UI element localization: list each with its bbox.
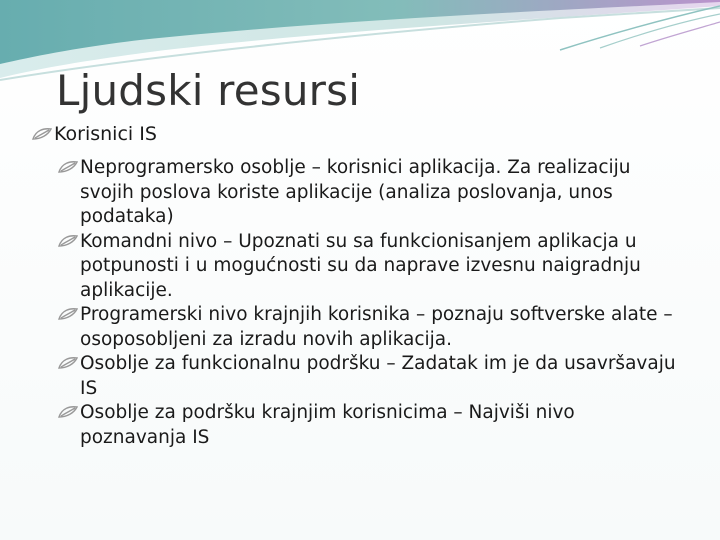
list-item xyxy=(58,230,682,304)
list-item xyxy=(58,352,682,401)
list-item xyxy=(58,303,682,352)
level1-label: Korisnici IS xyxy=(54,123,157,145)
leaf-bullet-icon xyxy=(58,356,80,370)
list-item-text: Programerski nivo krajnjih korisnika – poznaju softverske alate – osoposobljeni za izradu novih aplikacija. xyxy=(80,304,673,350)
list-item xyxy=(58,156,682,230)
list-item-text: Osoblje za podršku krajnjim korisnicima – Najviši nivo poznavanja IS xyxy=(80,402,575,448)
bullet-level1 xyxy=(32,122,682,147)
leaf-bullet-icon xyxy=(58,160,80,174)
leaf-bullet-icon xyxy=(58,234,80,248)
list-item xyxy=(58,401,682,450)
slide-title: Ljudski resursi xyxy=(56,66,361,115)
leaf-bullet-icon xyxy=(58,405,80,419)
sub-bullet-list xyxy=(32,156,682,450)
slide-content xyxy=(32,122,682,450)
list-item-text: Komandni nivo – Upoznati su sa funkcionisanjem aplikacja u potpunosti i u mogućnosti su da naprave izvesnu naigradnju aplikacije. xyxy=(80,230,641,301)
list-item-text: Neprogramersko osoblje – korisnici aplikacija. Za realizaciju svojih poslova koriste aplikacije (analiza poslovanja, unos podataka) xyxy=(80,157,631,227)
leaf-bullet-icon xyxy=(32,127,54,141)
list-item-text: Osoblje za funkcionalnu podršku – Zadatak im je da usavršavaju IS xyxy=(80,353,676,399)
leaf-bullet-icon xyxy=(58,307,80,321)
